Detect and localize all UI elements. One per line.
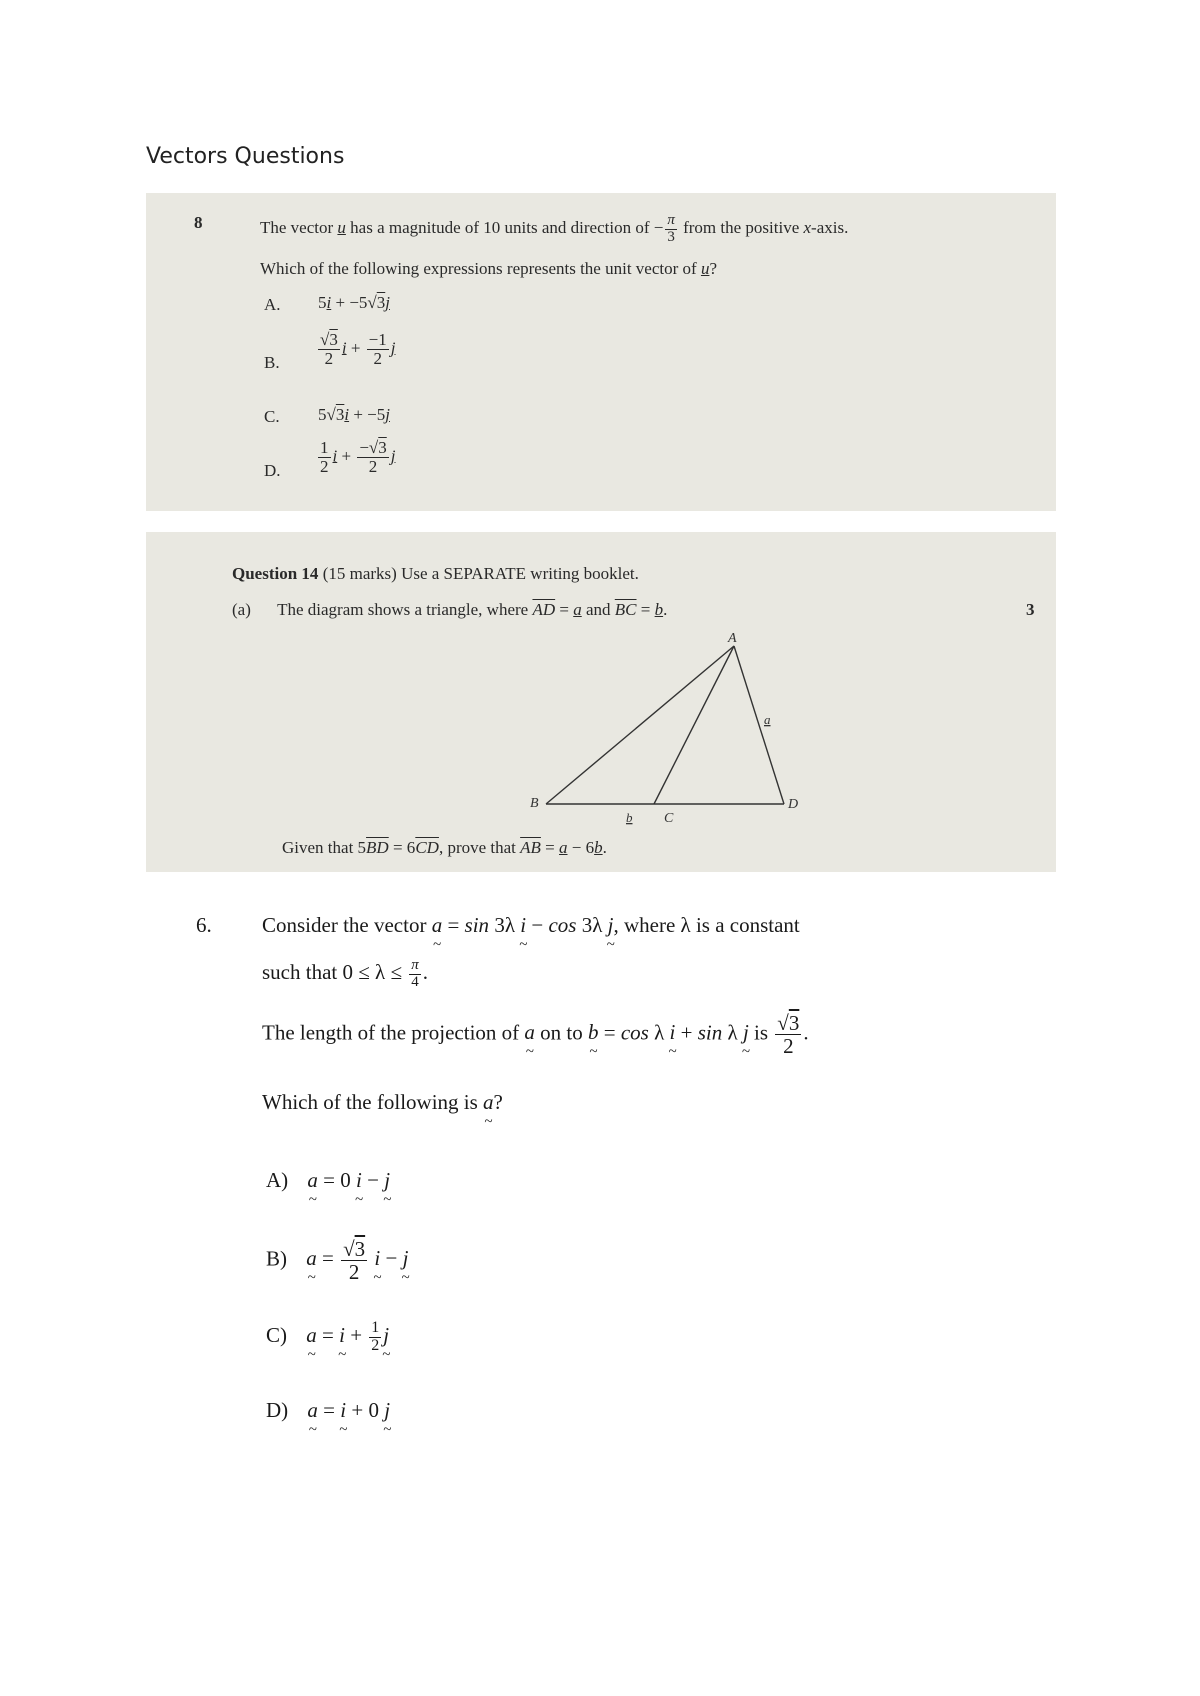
q6-option-c: C) a ~ = i ~ + $\frac{1}{2}$ j ~ <box>266 1320 389 1355</box>
side-AD <box>734 646 784 804</box>
page-title: Vectors Questions <box>146 144 345 169</box>
q8-option-c-expr: 5√3i + −5j <box>318 405 390 424</box>
q14-part-a: (a) The diagram shows a triangle, where $\overline{AD} = a$ and $\overline{BC} = b$. <box>232 600 668 619</box>
q8-option-b: B. <box>264 353 280 372</box>
q8-option-a: A. <box>264 295 281 314</box>
triangle-diagram <box>526 632 886 832</box>
q8-option-a-expr: 5i + −5√3j <box>318 293 390 312</box>
q6-option-d: D) a ~ = i ~ + 0 j ~ <box>266 1398 390 1423</box>
q6-number: 6. <box>196 913 212 937</box>
point-D-label: D <box>788 797 799 812</box>
q6-option-a: A) a ~ = 0 i ~ − j ~ <box>266 1168 390 1193</box>
q6-option-b: B) a ~ = $\frac{√3}{2}$ i ~ − j ~ <box>266 1238 408 1283</box>
segment-AC <box>654 646 734 804</box>
vector-a-label: a <box>764 712 771 727</box>
q6-line1: Consider the vector a ~ = sin 3λ i ~ − cos 3λ j ~, where λ is a constant <box>262 913 800 938</box>
q6-question: Which of the following is a ~? <box>262 1090 503 1115</box>
q14-part-marks: 3 <box>1026 600 1035 619</box>
q8-option-c: C. <box>264 407 280 426</box>
q8-stem: The vector u has a magnitude of 10 units and direction of − $\frac{\pi}{3}$ from the positive x-axis. <box>260 212 849 245</box>
point-A-label: A <box>728 632 737 646</box>
q6-line2: such that 0 ≤ λ ≤ $\frac{\pi}{4}$ . <box>262 957 428 990</box>
q14-heading: Question 14 (15 marks) Use a SEPARATE writing booklet. <box>232 564 639 583</box>
question-14-scan <box>146 532 1056 872</box>
side-AB <box>546 646 734 804</box>
q8-option-b-expr: $\frac{√3}{2}$ i + $\frac{-1}{2}$ j <box>320 330 396 368</box>
question-8-scan <box>146 193 1056 511</box>
q8-number: 8 <box>194 213 203 232</box>
q8-option-d: D. <box>264 461 281 480</box>
vector-b-label: b <box>626 810 633 825</box>
point-B-label: B <box>530 796 539 811</box>
q8-option-d-expr: $\frac{1}{2}$ i + $\frac{-√3}{2}$ j <box>320 438 396 476</box>
q6-line3: The length of the projection of a ~ on to b ~ = cos λ i ~ + sin λ j ~ is $\frac{√3}{2}$ . <box>262 1012 809 1057</box>
point-C-label: C <box>664 811 674 826</box>
q14-given: Given that $5\overline{BD} = 6\overline{CD}$, prove that $\overline{AB} = a - 6b$. <box>282 838 607 857</box>
q8-question: Which of the following expressions represents the unit vector of u? <box>260 259 717 278</box>
